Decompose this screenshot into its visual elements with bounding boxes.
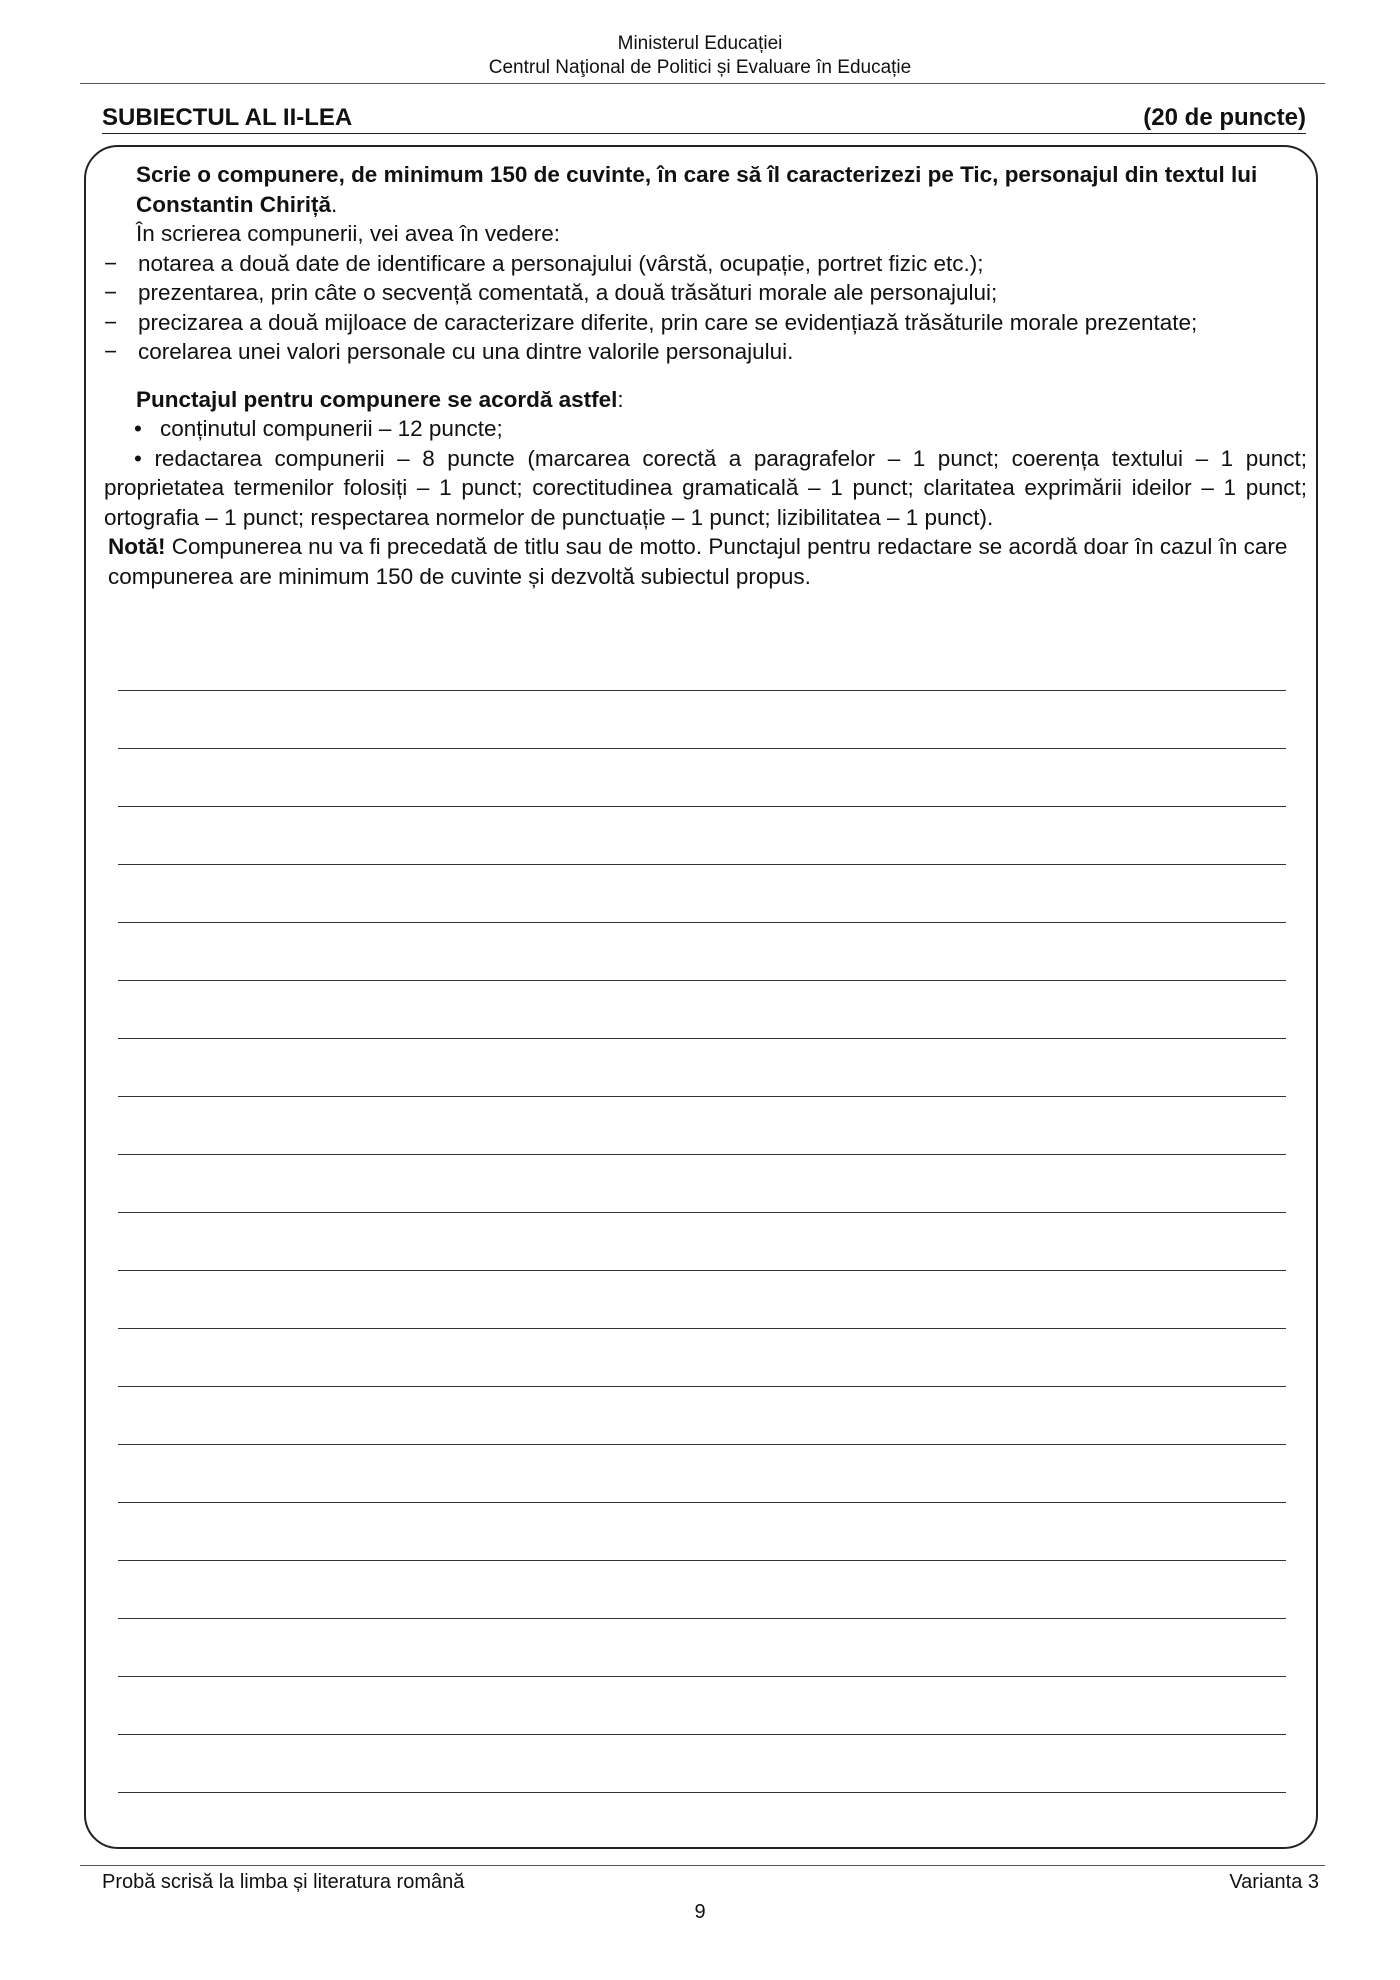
requirement-item: − corelarea unei valori personale cu una dintre valorile personajului. [104,339,794,364]
writing-line[interactable] [118,1328,1286,1329]
footer-variant: Varianta 3 [1229,1871,1319,1893]
writing-line[interactable] [118,1270,1286,1271]
requirement-item: − notarea a două date de identificare a personajului (vârstă, ocupație, portret fizic etc.); [104,250,984,276]
subject-title: SUBIECTUL AL II-LEA [102,104,353,131]
scoring-heading: Punctajul pentru compunere se acordă astfel: [136,386,624,412]
task-intro: În scrierea compunerii, vei avea în vedere: [136,221,560,246]
scoring-item: • redactarea compunerii – 8 puncte (marcarea corectă a paragrafelor – 1 punct; coerența textului – 1 punct; proprietatea termenilor folosiți – 1 punct; corectitudinea gramaticală – 1 punct; claritatea exprimării ideilor – 1 punct; ortografia – 1 punct; respectarea normelor de punctuație – 1 punct; lizibilitatea – 1 punct). [104,445,1307,530]
writing-line[interactable] [118,1386,1286,1387]
writing-line[interactable] [118,980,1286,981]
page-number: 9 [694,1901,706,1923]
requirement-item: − precizarea a două mijloace de caracterizare diferite, prin care se evidențiază trăsăturile morale prezentate; [104,309,1198,335]
writing-line[interactable] [118,1560,1286,1561]
writing-line[interactable] [118,864,1286,865]
writing-line[interactable] [118,1618,1286,1619]
footer-exam-name: Probă scrisă la limba și literatura română [102,1871,465,1893]
footer-divider [80,1865,1325,1866]
writing-line[interactable] [118,1792,1286,1793]
task-prompt: Scrie o compunere, de minimum 150 de cuvinte, în care să îl caracterizezi pe Tic, personajul din textul lui Constantin Chiriță. [136,162,1258,217]
header-divider [80,83,1325,84]
writing-line[interactable] [118,1212,1286,1213]
center-name: Centrul Naţional de Politici și Evaluare în Educație [488,57,912,78]
writing-line[interactable] [118,690,1286,691]
writing-line[interactable] [118,748,1286,749]
writing-line[interactable] [118,1154,1286,1155]
writing-line[interactable] [118,1676,1286,1677]
requirement-item: − prezentarea, prin câte o secvență comentată, a două trăsături morale ale personajului; [104,280,998,305]
subject-heading-row [102,103,1306,134]
writing-line[interactable] [118,1096,1286,1097]
writing-line[interactable] [118,1502,1286,1503]
note-paragraph: Notă! Compunerea nu va fi precedată de titlu sau de motto. Punctajul pentru redactare se acordă doar în cazul în care compunerea are minimum 150 de cuvinte și dezvoltă subiectul propus. [108,534,1288,589]
writing-line[interactable] [118,922,1286,923]
writing-line[interactable] [118,1444,1286,1445]
subject-points: (20 de puncte) [1143,104,1306,131]
document-header [0,32,1400,80]
scoring-item: • conținutul compunerii – 12 puncte; [134,416,503,441]
writing-line[interactable] [118,1734,1286,1735]
note-label: Notă! [108,534,166,559]
writing-line[interactable] [118,1038,1286,1039]
ministry-name: Ministerul Educației [617,33,783,54]
task-content [104,160,1307,591]
writing-line[interactable] [118,806,1286,807]
